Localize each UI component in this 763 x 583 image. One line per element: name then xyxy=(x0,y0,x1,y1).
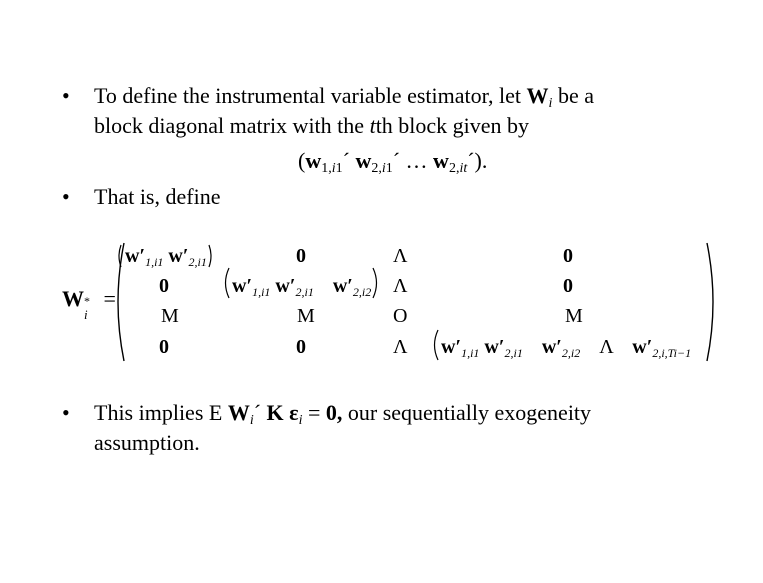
entry-sub: 2,i1 xyxy=(295,285,314,299)
row2-right-paren xyxy=(373,268,377,298)
row4-col4 xyxy=(441,335,691,359)
row1-col1 xyxy=(125,244,207,268)
bullet-1-line-2-pre: block diagonal matrix with the xyxy=(94,113,370,138)
row1-right-paren xyxy=(209,245,211,267)
formula-w1: w xyxy=(305,148,322,173)
entry-sub: 2,i,Ti−1 xyxy=(652,346,692,360)
entry-w: w′ xyxy=(125,245,146,267)
entry-w: w′ xyxy=(484,336,505,358)
entry-sub: 1,i1 xyxy=(145,255,164,269)
row1-col4: 0 xyxy=(563,245,573,267)
row2-col2 xyxy=(232,274,371,298)
bullet-3-line-2: assumption. xyxy=(94,430,200,455)
bullet-3-K: K xyxy=(261,400,290,425)
bullet-2-text: That is, define xyxy=(94,184,221,209)
bullet-3-post: our sequentially exogeneity xyxy=(342,400,592,425)
formula-w2-prime: ´ xyxy=(392,148,401,173)
bullet-3-W-sub: i xyxy=(249,413,254,428)
row3-col3: O xyxy=(393,305,408,327)
entry-w: w′ xyxy=(168,245,189,267)
entry-w: w′ xyxy=(275,275,296,297)
bullet-1-text-pre: To define the instrumental variable estimator, let xyxy=(94,83,527,108)
bullet-3-W: W xyxy=(227,400,250,425)
entry-w: w′ xyxy=(332,275,353,297)
bullet-marker: • xyxy=(62,184,70,209)
bullet-3-epsilon: ε xyxy=(289,400,299,425)
formula-w2-sub-end: 1 xyxy=(385,161,393,176)
lhs-W: W xyxy=(62,286,84,311)
entry-sub: 2,i2 xyxy=(352,285,372,299)
row2-col4: 0 xyxy=(563,275,573,297)
bullet-marker: • xyxy=(62,400,70,425)
index-t: t xyxy=(369,113,376,138)
formula-close: ). xyxy=(474,148,488,173)
bullet-3-pre: This implies E xyxy=(94,400,228,425)
bullet-3-equals: = xyxy=(302,400,326,425)
entry-w: w′ xyxy=(441,336,462,358)
entry-sub: 1,i1 xyxy=(461,346,480,360)
subscript-i: i xyxy=(548,96,553,111)
row4-col2: 0 xyxy=(296,336,306,358)
row2-col1: 0 xyxy=(159,275,169,297)
formula-w2: w xyxy=(355,148,372,173)
bullet-3-line-1 xyxy=(94,398,591,428)
row4-col1: 0 xyxy=(159,336,169,358)
entry-w: w′ xyxy=(541,336,562,358)
bullet-3-prime: ´ xyxy=(253,400,262,425)
entry-sub: 2,i1 xyxy=(188,255,207,269)
entry-sub: 2,i2 xyxy=(561,346,581,360)
row2-col3: Λ xyxy=(393,275,408,297)
formula-w2-sub-num: 2, xyxy=(371,161,382,176)
bullet-1-text-post: be a xyxy=(552,83,594,108)
outer-right-paren xyxy=(707,243,713,361)
row4-left-paren xyxy=(435,330,439,360)
formula-w3-prime: ´ xyxy=(467,148,475,173)
formula-w3: w xyxy=(433,148,449,173)
bullet-marker: • xyxy=(62,83,70,108)
lhs-equals: = xyxy=(103,286,116,311)
bullet-1-line-2-post: th block given by xyxy=(375,113,530,138)
entry-w: w′ xyxy=(632,336,653,358)
formula-w1-sub-num: 1, xyxy=(321,161,332,176)
row4-col3: Λ xyxy=(393,336,408,358)
formula-w1-sub-end: 1 xyxy=(335,161,343,176)
formula-w1-sub-i: i xyxy=(331,161,336,176)
row1-col3: Λ xyxy=(393,245,408,267)
bullet-3-eps-sub: i xyxy=(298,413,303,428)
entry-sub: 1,i1 xyxy=(252,285,271,299)
matrix-symbol-W: W xyxy=(526,83,549,108)
formula-w3-sub-num: 2, xyxy=(448,161,460,176)
bullet-3-zero: 0, xyxy=(325,400,343,425)
row1-col2: 0 xyxy=(296,245,306,267)
formula-w1-prime: ´ xyxy=(342,148,350,173)
entry-w: w′ xyxy=(232,275,253,297)
row2-left-paren xyxy=(226,268,230,298)
entry-sub: 2,i1 xyxy=(504,346,523,360)
matrix-lhs: W * i = xyxy=(62,286,116,322)
formula-w3-sub-i: it xyxy=(459,161,468,176)
formula-ellipsis: … xyxy=(400,148,434,173)
formula-open-paren: ( xyxy=(298,148,306,173)
entry-lambda: Λ xyxy=(599,336,614,358)
row3-col1: M xyxy=(161,305,179,327)
row3-col2: M xyxy=(297,305,315,327)
formula-w2-sub-i: i xyxy=(381,161,386,176)
row3-col4: M xyxy=(565,305,583,327)
